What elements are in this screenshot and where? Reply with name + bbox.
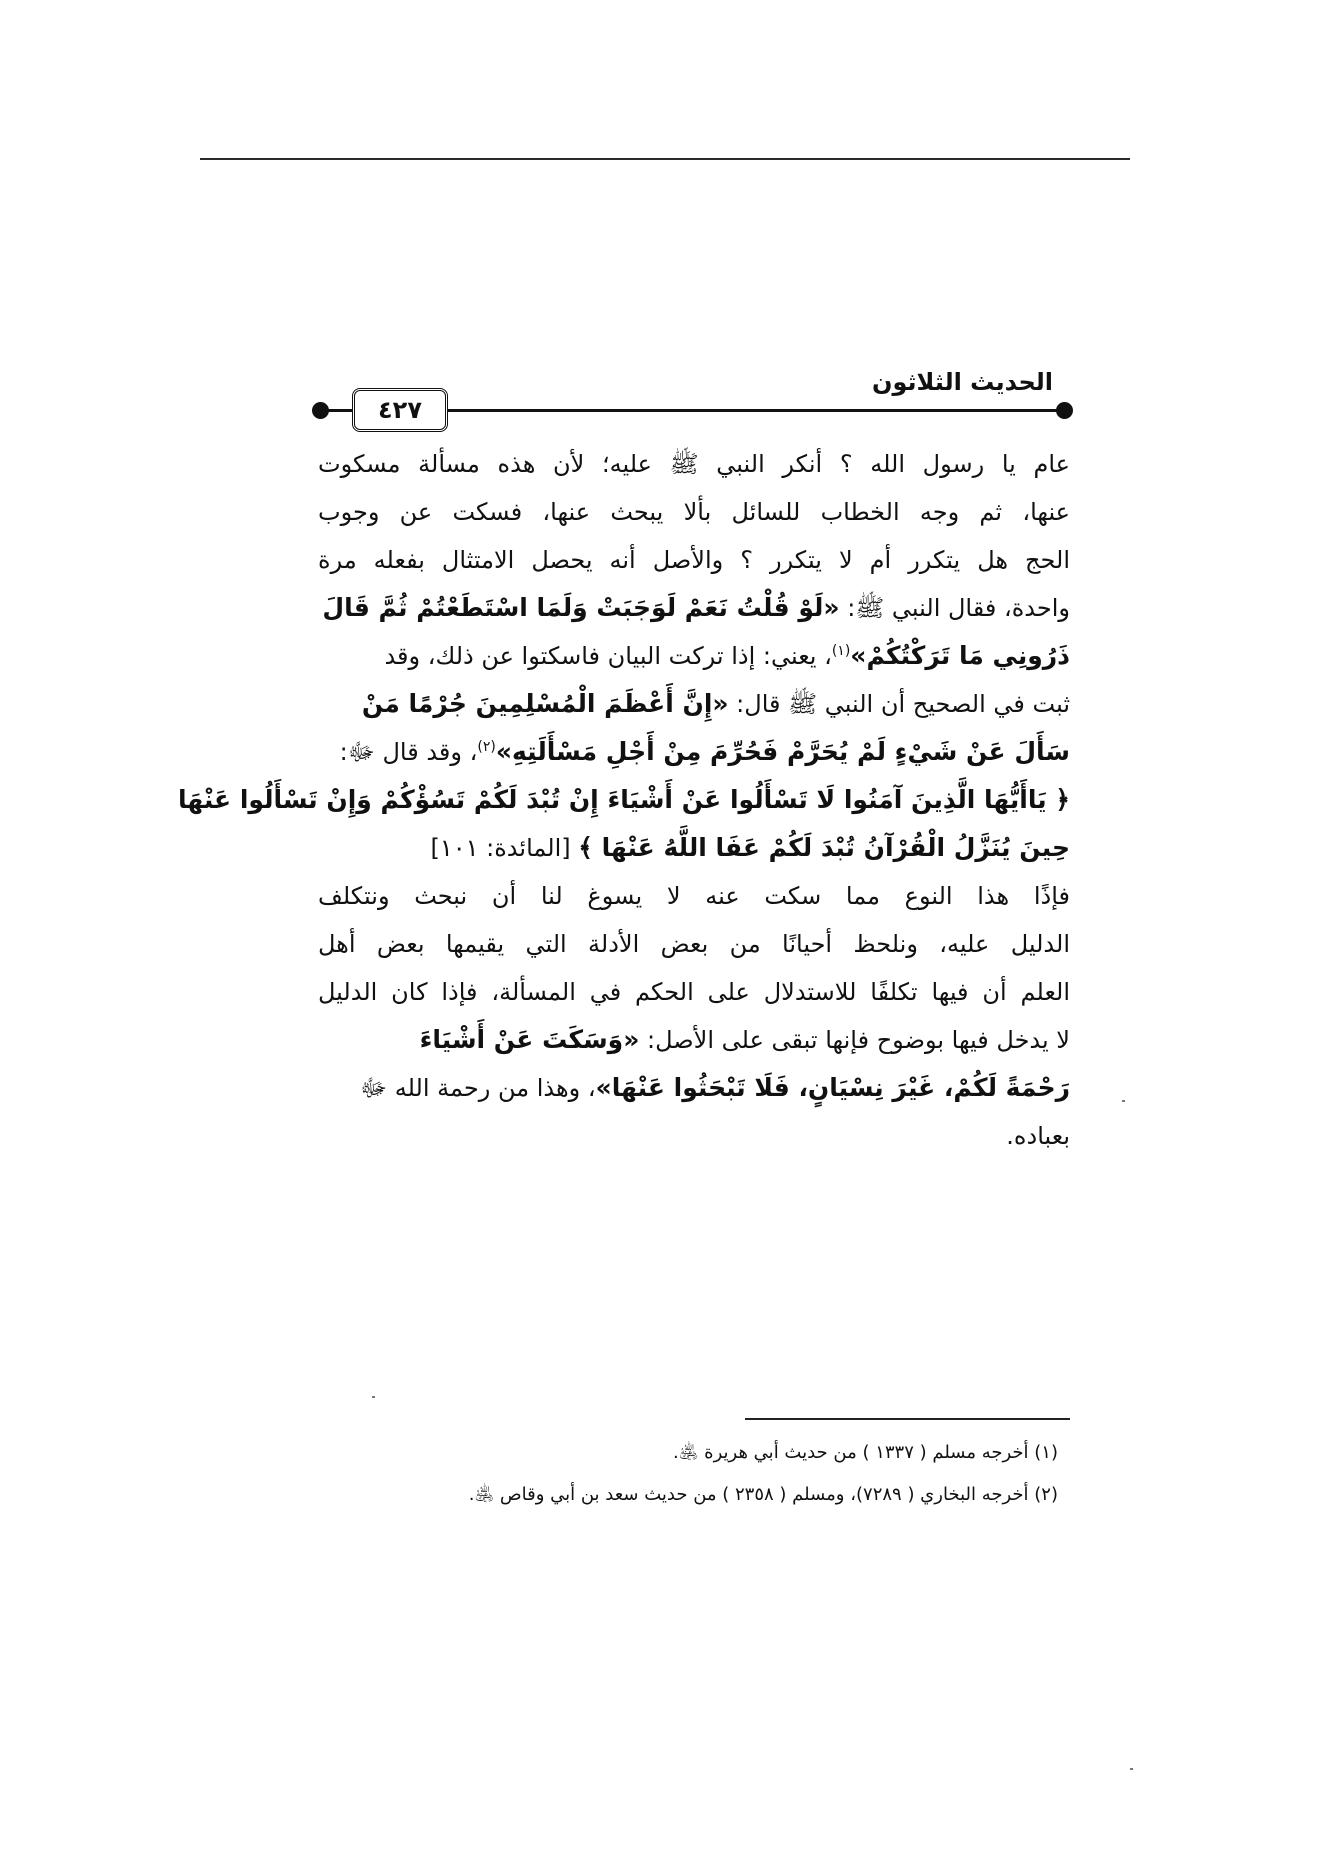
text-line <box>318 920 1070 968</box>
line-text: واحدة، فقال النبي ﷺ: <box>839 594 1070 622</box>
line-text: الحج هل يتكرر أم لا يتكرر ؟ والأصل أنه يحصل الامتثال بفعله مرة <box>318 546 1070 574</box>
hadith-quote: ذَرُونِي مَا تَرَكْتُكُمْ» <box>850 641 1070 670</box>
header-dot-right <box>1056 402 1073 419</box>
text-line <box>318 872 1070 920</box>
line-text: لا يدخل فيها بوضوح فإنها تبقى على الأصل: <box>639 1026 1070 1054</box>
quran-verse: ﴿ يَاأَيُّهَا الَّذِينَ آمَنُوا لَا تَسْأَلُوا عَنْ أَشْيَاءَ إِنْ تُبْدَ لَكُمْ تَسُؤْكُمْ وَإِنْ تَسْأَلُوا عَنْهَا <box>177 785 1070 814</box>
text-line <box>318 536 1070 584</box>
scan-speck <box>372 1396 375 1398</box>
hadith-quote: سَأَلَ عَنْ شَيْءٍ لَمْ يُحَرَّمْ فَحُرِّمَ مِنْ أَجْلِ مَسْأَلَتِهِ» <box>495 737 1070 766</box>
line-text: ، وهذا من رحمة الله ﷻ <box>360 1074 596 1102</box>
scan-speck <box>1130 1768 1133 1770</box>
footnote-item: (٢) أخرجه البخاري ( ٧٢٨٩)، ومسلم ( ٢٣٥٨ ) من حديث سعد بن أبي وقاص ﵁. <box>468 1484 1058 1505</box>
text-line <box>318 1112 1070 1160</box>
verse-reference: [المائدة: ١٠١] <box>430 834 579 862</box>
top-rule <box>200 158 1130 160</box>
text-line <box>318 968 1070 1016</box>
line-text: ، يعني: إذا تركت البيان فاسكتوا عن ذلك، وقد <box>384 642 832 670</box>
line-text: الدليل عليه، ونلحظ أحيانًا من بعض الأدلة التي يقيمها بعض أهل <box>318 930 1070 958</box>
line-text: فإذًا هذا النوع مما سكت عنه لا يسوغ لنا أن نبحث ونتكلف <box>318 882 1070 910</box>
text-line <box>318 824 1070 872</box>
line-text: عنها، ثم وجه الخطاب للسائل بألا يبحث عنها، فسكت عن وجوب <box>318 498 1070 526</box>
line-text: العلم أن فيها تكلفًا للاستدلال على الحكم في المسألة، فإذا كان الدليل <box>318 978 1070 1006</box>
footnotes <box>318 1432 1058 1516</box>
line-text: ، وقد قال ﷻ: <box>339 738 478 766</box>
text-line <box>318 728 1070 776</box>
quran-verse: حِينَ يُنَزَّلُ الْقُرْآنُ تُبْدَ لَكُمْ عَفَا اللَّهُ عَنْهَا ﴾ <box>578 833 1070 862</box>
hadith-quote: «لَوْ قُلْتُ نَعَمْ لَوَجَبَتْ وَلَمَا اسْتَطَعْتُمْ ثُمَّ قَالَ <box>322 593 840 622</box>
text-line <box>177 776 1070 824</box>
footnote-item: (١) أخرجه مسلم ( ١٣٣٧ ) من حديث أبي هريرة ﵁. <box>673 1442 1058 1463</box>
hadith-quote: «وَسَكَتَ عَنْ أَشْيَاءَ <box>419 1025 640 1054</box>
line-text: عام يا رسول الله ؟ أنكر النبي ﷺ عليه؛ لأن هذه مسألة مسكوت <box>318 450 1070 478</box>
footnote-rule <box>745 1418 1070 1420</box>
page-header <box>310 368 1075 438</box>
text-line <box>318 680 1070 728</box>
line-text: بعباده. <box>1006 1122 1070 1150</box>
text-line <box>318 1016 1070 1064</box>
text-line <box>318 488 1070 536</box>
chapter-title: الحديث الثلاثون <box>872 368 1053 396</box>
footnote-ref: (١) <box>831 643 851 659</box>
page-number: ٤٢٧ <box>352 388 448 432</box>
line-text: ثبت في الصحيح أن النبي ﷺ قال: <box>728 690 1070 718</box>
hadith-quote: رَحْمَةً لَكُمْ، غَيْرَ نِسْيَانٍ، فَلَا تَبْحَثُوا عَنْهَا» <box>595 1073 1070 1102</box>
text-line <box>318 440 1070 488</box>
header-dot-left <box>312 402 329 419</box>
hadith-quote: «إِنَّ أَعْظَمَ الْمُسْلِمِينَ جُرْمًا مَنْ <box>361 689 729 718</box>
text-line <box>318 632 1070 680</box>
scan-speck <box>1122 1100 1125 1102</box>
text-line <box>318 584 1070 632</box>
footnote-ref: (٢) <box>477 739 496 755</box>
text-line <box>318 1064 1070 1112</box>
main-text <box>177 440 1070 1160</box>
